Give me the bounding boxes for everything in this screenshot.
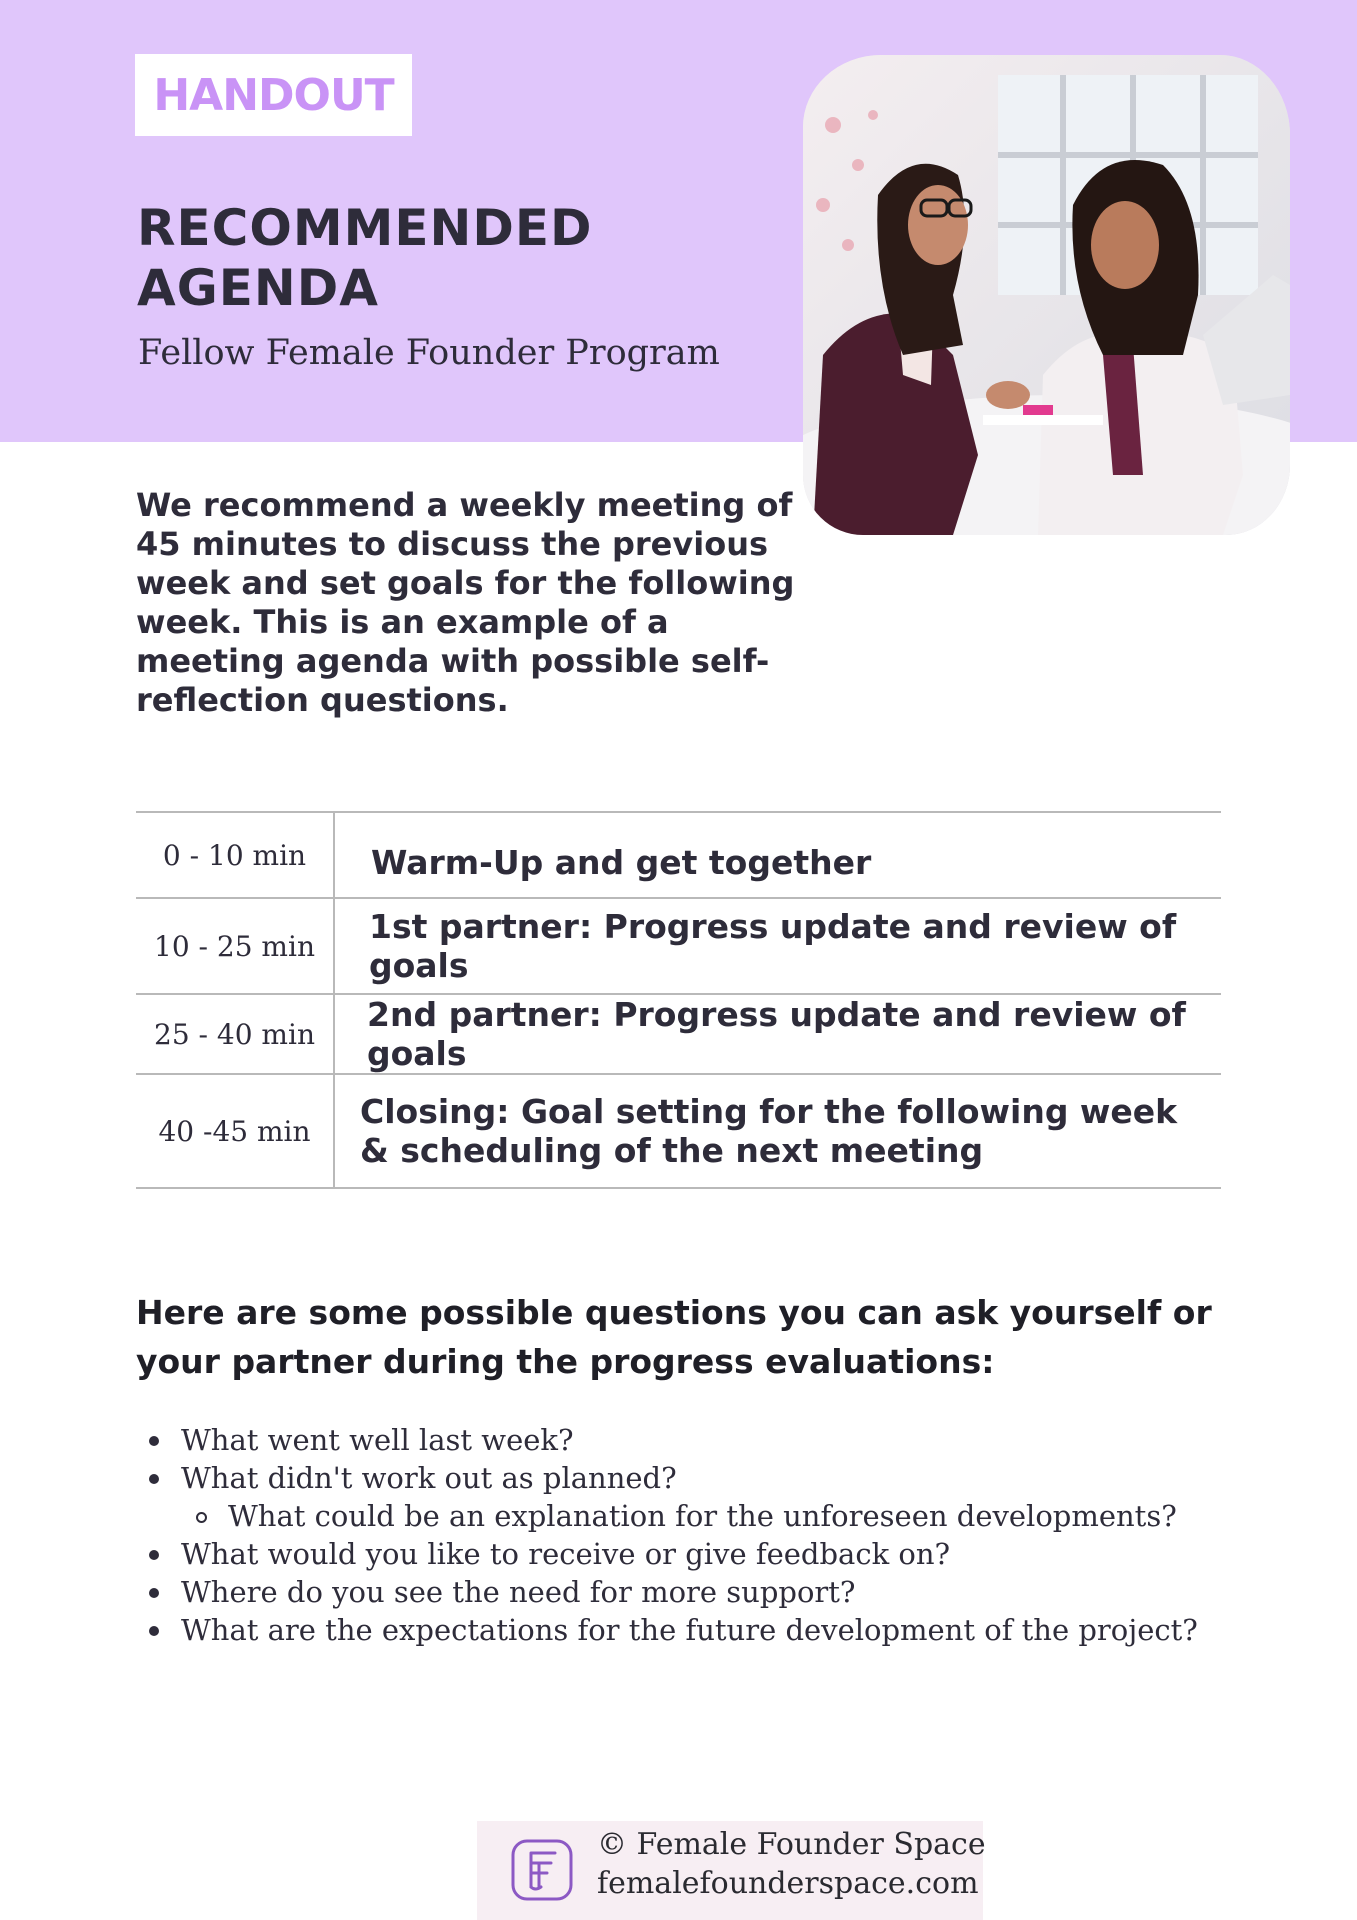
agenda-time: 0 - 10 min [136,813,335,897]
agenda-activity: Warm-Up and get together [371,842,872,882]
two-women-meeting-photo [803,55,1290,535]
list-item-sub: What could be an explanation for the unforeseen developments? [136,1497,1286,1535]
footer-credit [477,1821,986,1920]
list-item: What would you like to receive or give feedback on? [136,1535,1286,1573]
list-item: What went well last week? [136,1421,1286,1459]
agenda-activity: 2nd partner: Progress update and review of goals [367,995,1186,1073]
page-subtitle: Fellow Female Founder Program [138,333,720,373]
list-item: What are the expectations for the future development of the project? [136,1611,1286,1649]
list-item: What didn't work out as planned? [136,1459,1286,1497]
agenda-activity: Closing: Goal setting for the following week & scheduling of the next meeting [360,1092,1178,1170]
photo-illustration [803,55,1290,535]
list-item: Where do you see the need for more support? [136,1573,1286,1611]
agenda-time: 25 - 40 min [136,995,335,1073]
agenda-row [136,899,1221,995]
intro-paragraph: We recommend a weekly meeting of 45 minutes to discuss the previous week and set goals for the following week. This is an example of a meeting agenda with possible self-reflection questions. [136,486,795,719]
agenda-row [136,995,1221,1075]
agenda-table [136,811,1221,1189]
questions-list [136,1421,1286,1649]
female-founder-space-logo-icon [511,1839,573,1901]
footer-copyright: © Female Founder Space [597,1827,986,1862]
agenda-row [136,813,1221,899]
agenda-row [136,1075,1221,1189]
page-title: RECOMMENDED AGENDA [137,199,593,317]
agenda-time: 10 - 25 min [136,899,335,993]
footer-website-link[interactable]: femalefounderspace.com [597,1866,979,1901]
agenda-time: 40 -45 min [136,1075,335,1187]
agenda-activity: 1st partner: Progress update and review of goals [369,907,1177,985]
handout-tag-label: HANDOUT [153,69,394,121]
handout-tag [135,54,412,136]
questions-heading: Here are some possible questions you can ask yourself or your partner during the progress evaluations: [136,1293,1212,1381]
